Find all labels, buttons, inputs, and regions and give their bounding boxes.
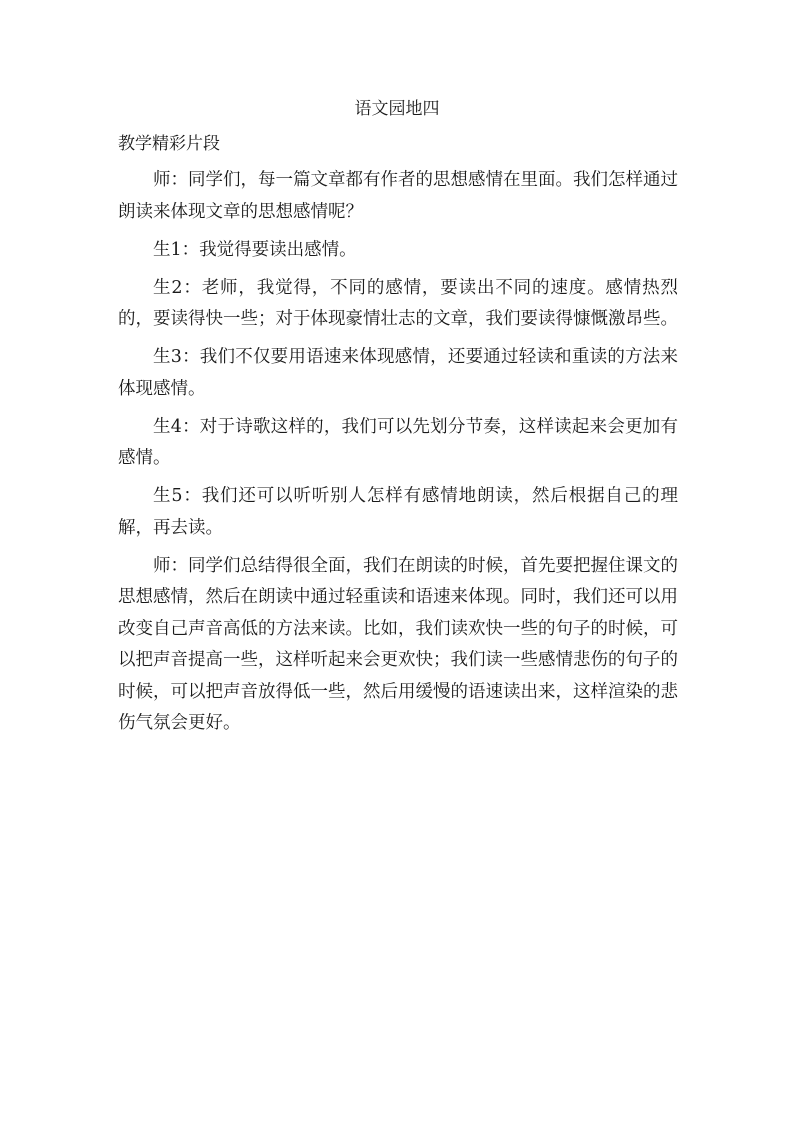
paragraph-student-3: 生3：我们不仅要用语速来体现感情，还要通过轻读和重读的方法来体现感情。 xyxy=(118,347,678,399)
paragraph-teacher-question: 师：同学们，每一篇文章都有作者的思想感情在里面。我们怎样通过朗读来体现文章的思想感情呢？ xyxy=(118,170,678,222)
paragraph-student-1: 生1：我觉得要读出感情。 xyxy=(153,239,357,260)
paragraph-student-4: 生4：对于诗歌这样的，我们可以先划分节奏，这样读起来会更加有感情。 xyxy=(118,416,678,468)
paragraph-student-2: 生2：老师，我觉得，不同的感情，要读出不同的速度。感情热烈的，要读得快一些；对于体现豪情壮志的文章，我们要读得慷慨激昂些。 xyxy=(118,277,678,329)
paragraph-student-5: 生5：我们还可以听听别人怎样有感情地朗读，然后根据自己的理解，再去读。 xyxy=(118,486,678,538)
document-body xyxy=(118,165,678,746)
paragraph-teacher-summary: 师：同学们总结得很全面，我们在朗读的时候，首先要把握住课文的思想感情，然后在朗读中通过轻重读和语速来体现。同时，我们还可以用改变自己声音高低的方法来读。比如，我们读欢快一些的句子的时候，可以把声音提高一些，这样听起来会更欢快；我们读一些感情悲伤的句子的时候，可以把声音放得低一些，然后用缓慢的语速读出来，这样渲染的悲伤气氛会更好。 xyxy=(118,555,678,733)
document-title: 语文园地四 xyxy=(354,99,440,119)
section-heading: 教学精彩片段 xyxy=(118,134,220,154)
